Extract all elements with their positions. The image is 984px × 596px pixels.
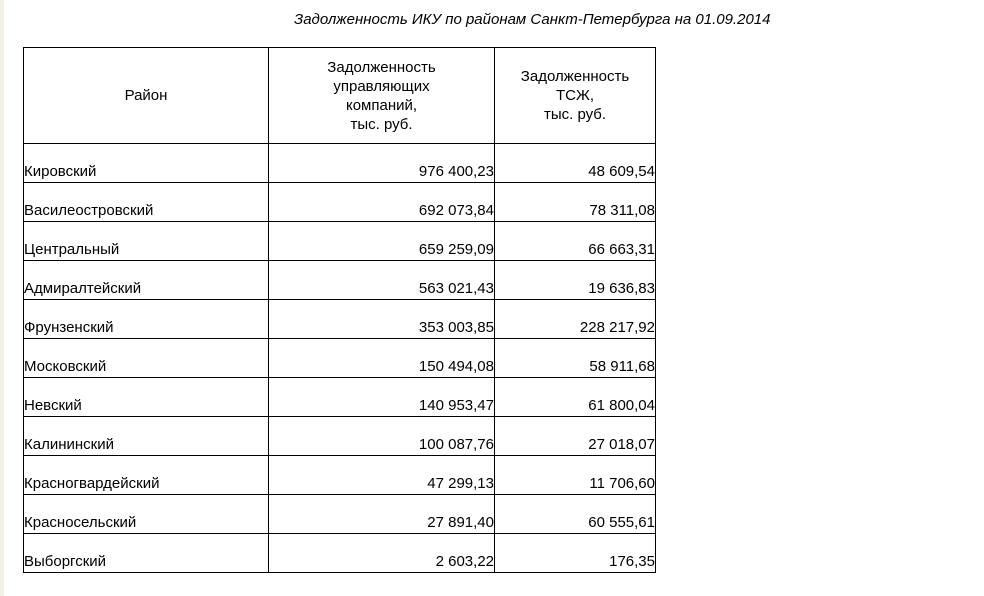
district-cell: Красногвардейский	[24, 456, 269, 495]
header-district: Район	[24, 48, 269, 144]
uk-debt-cell: 150 494,08	[269, 339, 495, 378]
debt-table	[23, 47, 656, 573]
header-tsj-line: ТСЖ,	[555, 87, 594, 104]
tsj-debt-cell: 58 911,68	[495, 339, 656, 378]
tsj-debt-cell: 61 800,04	[495, 378, 656, 417]
tsj-debt-cell: 19 636,83	[495, 261, 656, 300]
table-row	[24, 144, 656, 183]
tsj-debt-cell: 78 311,08	[495, 183, 656, 222]
tsj-debt-cell: 176,35	[495, 534, 656, 573]
uk-debt-cell: 100 087,76	[269, 417, 495, 456]
header-uk-line: тыс. руб.	[350, 115, 413, 133]
uk-debt-cell: 563 021,43	[269, 261, 495, 300]
uk-debt-cell: 2 603,22	[269, 534, 495, 573]
tsj-debt-cell: 11 706,60	[495, 456, 656, 495]
tsj-debt-cell: 228 217,92	[495, 300, 656, 339]
tsj-debt-cell: 66 663,31	[495, 222, 656, 261]
document-title: Задолженность ИКУ по районам Санкт-Петербурга на 01.09.2014	[294, 11, 771, 28]
header-uk-line: управляющих	[333, 77, 430, 95]
left-edge-strip	[0, 0, 4, 596]
district-cell: Калининский	[24, 417, 269, 456]
table-header-row	[24, 48, 656, 144]
header-tsj	[495, 48, 656, 144]
header-uk-line: компаний,	[345, 96, 418, 114]
header-tsj-line: Задолженность	[520, 68, 630, 85]
table-row	[24, 222, 656, 261]
header-tsj-line: тыс. руб.	[543, 106, 607, 123]
table-row	[24, 300, 656, 339]
district-cell: Кировский	[24, 144, 269, 183]
table-row	[24, 417, 656, 456]
uk-debt-cell: 27 891,40	[269, 495, 495, 534]
table-row	[24, 378, 656, 417]
table-row	[24, 534, 656, 573]
uk-debt-cell: 353 003,85	[269, 300, 495, 339]
district-cell: Невский	[24, 378, 269, 417]
district-cell: Адмиралтейский	[24, 261, 269, 300]
district-cell: Московский	[24, 339, 269, 378]
table-row	[24, 456, 656, 495]
uk-debt-cell: 976 400,23	[269, 144, 495, 183]
tsj-debt-cell: 48 609,54	[495, 144, 656, 183]
uk-debt-cell: 140 953,47	[269, 378, 495, 417]
table-row	[24, 261, 656, 300]
district-cell: Василеостровский	[24, 183, 269, 222]
uk-debt-cell: 47 299,13	[269, 456, 495, 495]
header-management-companies	[269, 48, 495, 144]
district-cell: Выборгский	[24, 534, 269, 573]
table-row	[24, 183, 656, 222]
uk-debt-cell: 659 259,09	[269, 222, 495, 261]
uk-debt-cell: 692 073,84	[269, 183, 495, 222]
table-row	[24, 495, 656, 534]
table-row	[24, 339, 656, 378]
tsj-debt-cell: 27 018,07	[495, 417, 656, 456]
district-cell: Центральный	[24, 222, 269, 261]
district-cell: Красносельский	[24, 495, 269, 534]
header-uk-line: Задолженность	[327, 58, 436, 76]
district-cell: Фрунзенский	[24, 300, 269, 339]
tsj-debt-cell: 60 555,61	[495, 495, 656, 534]
